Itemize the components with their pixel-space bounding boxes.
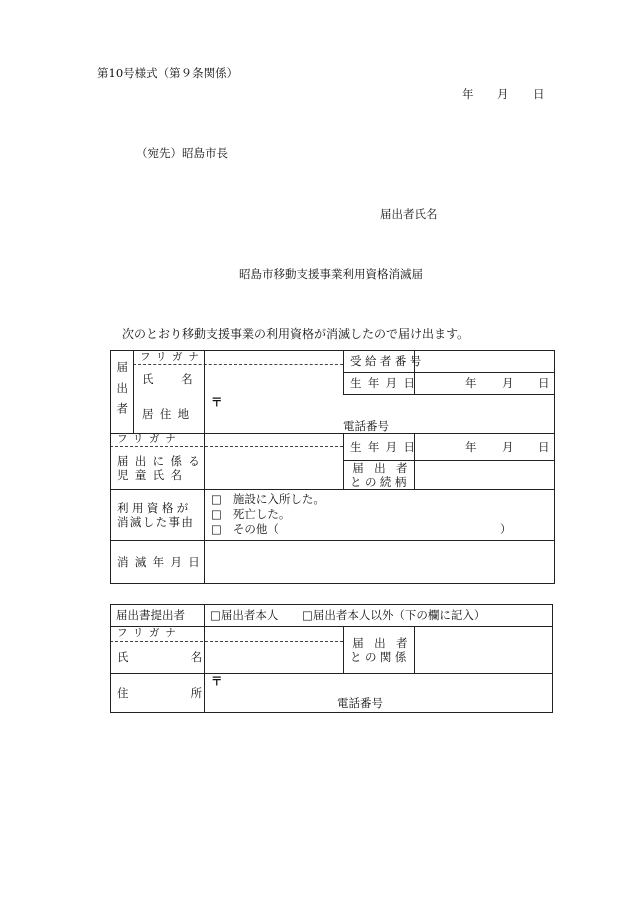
submitter-option-other[interactable]: □届出者本人以外（下の欄に記入） (302, 608, 486, 623)
notifier-birth-year: 年 (465, 376, 477, 391)
notifier-furigana-label: フリガナ (140, 350, 205, 363)
checkbox-icon[interactable]: □ (211, 522, 222, 536)
reason-option-death[interactable]: □ 死亡した。 (211, 507, 291, 521)
recipient-number-label: 受給者番号 (350, 354, 425, 369)
addressee: （宛先）昭島市長 (136, 146, 228, 160)
notifier-name-label: 届出者氏名 (380, 207, 438, 221)
submitter-furigana-label: フリガナ (117, 627, 182, 640)
reason-label: 利用資格が 消滅した事由 (117, 500, 195, 529)
child-birth-month: 月 (502, 439, 514, 454)
form-number: 第10号様式（第９条関係） (97, 66, 239, 80)
date-day-label: 日 (533, 87, 545, 101)
notifier-birth-day: 日 (538, 376, 550, 391)
child-name-label: 届出に係る 児童氏名 (117, 453, 207, 482)
date-lost-label: 消滅年月日 (117, 554, 207, 569)
child-birth-year: 年 (465, 439, 477, 454)
intro-text: 次のとおり移動支援事業の利用資格が消滅したので届け出ます。 (122, 327, 470, 341)
notifier-address-label: 居住地 (142, 406, 196, 421)
notifier-phone-label: 電話番号 (343, 419, 389, 433)
submitter-option-self[interactable]: □届出者本人 (210, 608, 279, 623)
reason-other-close: ） (500, 522, 512, 536)
child-birthdate-label: 生年月日 (350, 439, 422, 454)
child-furigana-label: フリガナ (117, 433, 182, 446)
document-title: 昭島市移動支援事業利用資格消滅届 (239, 267, 423, 281)
date-year-label: 年 (462, 87, 474, 101)
submitter-label: 届出書提出者 (116, 608, 185, 623)
submitter-relation-label: 届出者 との関係 (350, 635, 418, 664)
notifier-postal-mark: 〒 (211, 395, 223, 409)
submitter-name-label: 氏名 (117, 650, 265, 665)
child-relation-label: 届出者 との続柄 (350, 460, 418, 489)
checkbox-icon[interactable]: □ (211, 492, 222, 506)
notifier-birthdate-label: 生年月日 (350, 376, 422, 391)
notifier-group-label: 届出者 (115, 360, 130, 424)
notifier-birth-month: 月 (502, 376, 514, 391)
checkbox-icon[interactable]: □ (211, 507, 222, 521)
child-birth-day: 日 (538, 439, 550, 454)
reason-option-other[interactable]: □ その他（ (211, 522, 279, 536)
submitter-postal-mark: 〒 (211, 674, 223, 688)
submitter-address-label: 住所 (117, 685, 265, 700)
submitter-phone-label: 電話番号 (337, 696, 383, 710)
reason-option-facility[interactable]: □ 施設に入所した。 (211, 492, 325, 506)
date-month-label: 月 (497, 87, 509, 101)
notifier-name-label: 氏名 (142, 372, 221, 387)
